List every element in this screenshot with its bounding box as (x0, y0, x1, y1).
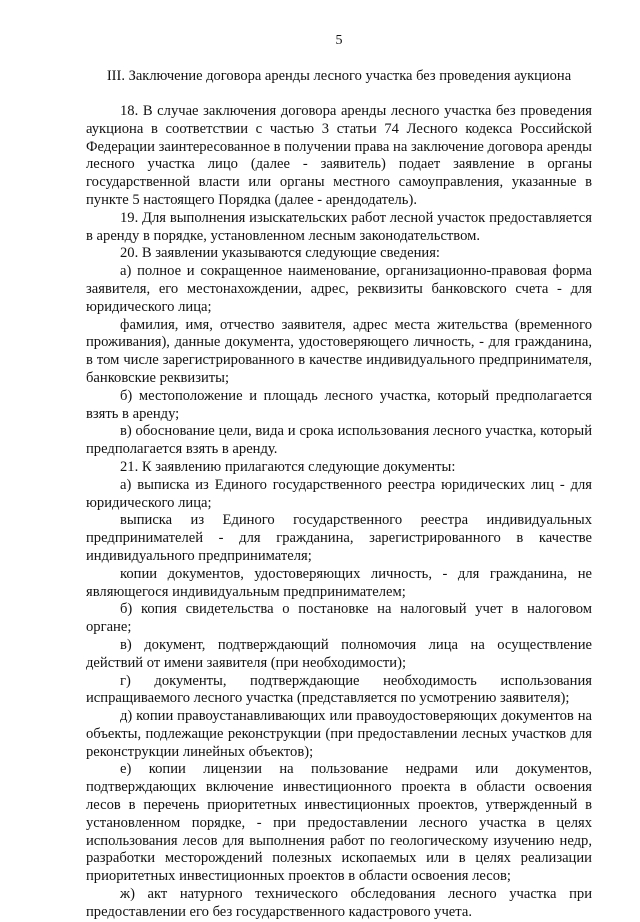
paragraph-20-b: б) местоположение и площадь лесного участка, который предполагается взять в аренду; (86, 387, 592, 422)
paragraph-21: 21. К заявлению прилагаются следующие документы: (120, 458, 456, 475)
paragraph-21-e: е) копии лицензии на пользование недрами или документов, подтверждающих включение инвестиционного проекта в области освоения лесов в перечень приоритетных инвестиционных проектов, утвержденный в установленном порядке, - при предоставлении лесного участка в целях использования лесов для выполнения работ по геологическому изучению недр, разработки месторождений полезных ископаемых или в целях реализации приоритетных инвестиционных проектов в области освоения лесов; (86, 761, 592, 885)
paragraph-19: 19. Для выполнения изыскательских работ лесной участок предоставляется в аренду в порядке, установленном лесным законодательством. (86, 209, 592, 244)
paragraph-21-a-citizen: копии документов, удостоверяющих личность, - для гражданина, не являющегося индивидуальным предпринимателем; (86, 565, 592, 600)
paragraph-20-a: а) полное и сокращенное наименование, организационно-правовая форма заявителя, его местонахождении, адрес, реквизиты банковского счета - для юридического лица; (86, 263, 592, 315)
document-page (86, 32, 592, 922)
page-number: 5 (335, 33, 343, 48)
paragraph-21-a: а) выписка из Единого государственного реестра юридических лиц - для юридического лица; (86, 476, 592, 511)
section-title: III. Заключение договора аренды лесного участка без проведения аукциона (106, 68, 572, 84)
paragraph-18: 18. В случае заключения договора аренды лесного участка без проведения аукциона в соответствии с частью 3 статьи 74 Лесного кодекса Российской Федерации заинтересованное в получении права на заключение договора аренды лесного участка лицо (далее - заявитель) подает заявление в органы государственной власти или органы местного самоуправления, указанные в пункте 5 настоящего Порядка (далее - арендодатель). (86, 103, 592, 208)
paragraph-21-zh: ж) акт натурного технического обследования лесного участка при предоставлении его без государственного кадастрового учета. (86, 886, 592, 920)
paragraph-20: 20. В заявлении указываются следующие сведения: (120, 245, 440, 262)
paragraph-21-v: в) документ, подтверждающий полномочия лица на осуществление действий от имени заявителя (при необходимости); (86, 636, 592, 671)
paragraph-21-a-entrepreneur: выписка из Единого государственного реестра индивидуальных предпринимателей - для гражданина, зарегистрированного в качестве индивидуального предпринимателя; (86, 512, 592, 564)
paragraph-20-v: в) обоснование цели, вида и срока использования лесного участка, который предполагается взять в аренду. (86, 423, 592, 458)
paragraph-21-g: г) документы, подтверждающие необходимость использования испращиваемого лесного участка (представляется по усмотрению заявителя); (86, 672, 592, 707)
paragraph-21-d: д) копии правоустанавливающих или правоудостоверяющих документов на объекты, подлежащие реконструкции (при предоставлении лесных участков для реконструкции линейных объектов); (86, 708, 592, 760)
paragraph-20-a-citizen: фамилия, имя, отчество заявителя, адрес места жительства (временного проживания), данные документа, удостоверяющего личность, - для гражданина, в том числе зарегистрированного в качестве индивидуального предпринимателя, банковские реквизиты; (86, 316, 592, 386)
paragraph-21-b: б) копия свидетельства о постановке на налоговый учет в налоговом органе; (86, 601, 592, 636)
